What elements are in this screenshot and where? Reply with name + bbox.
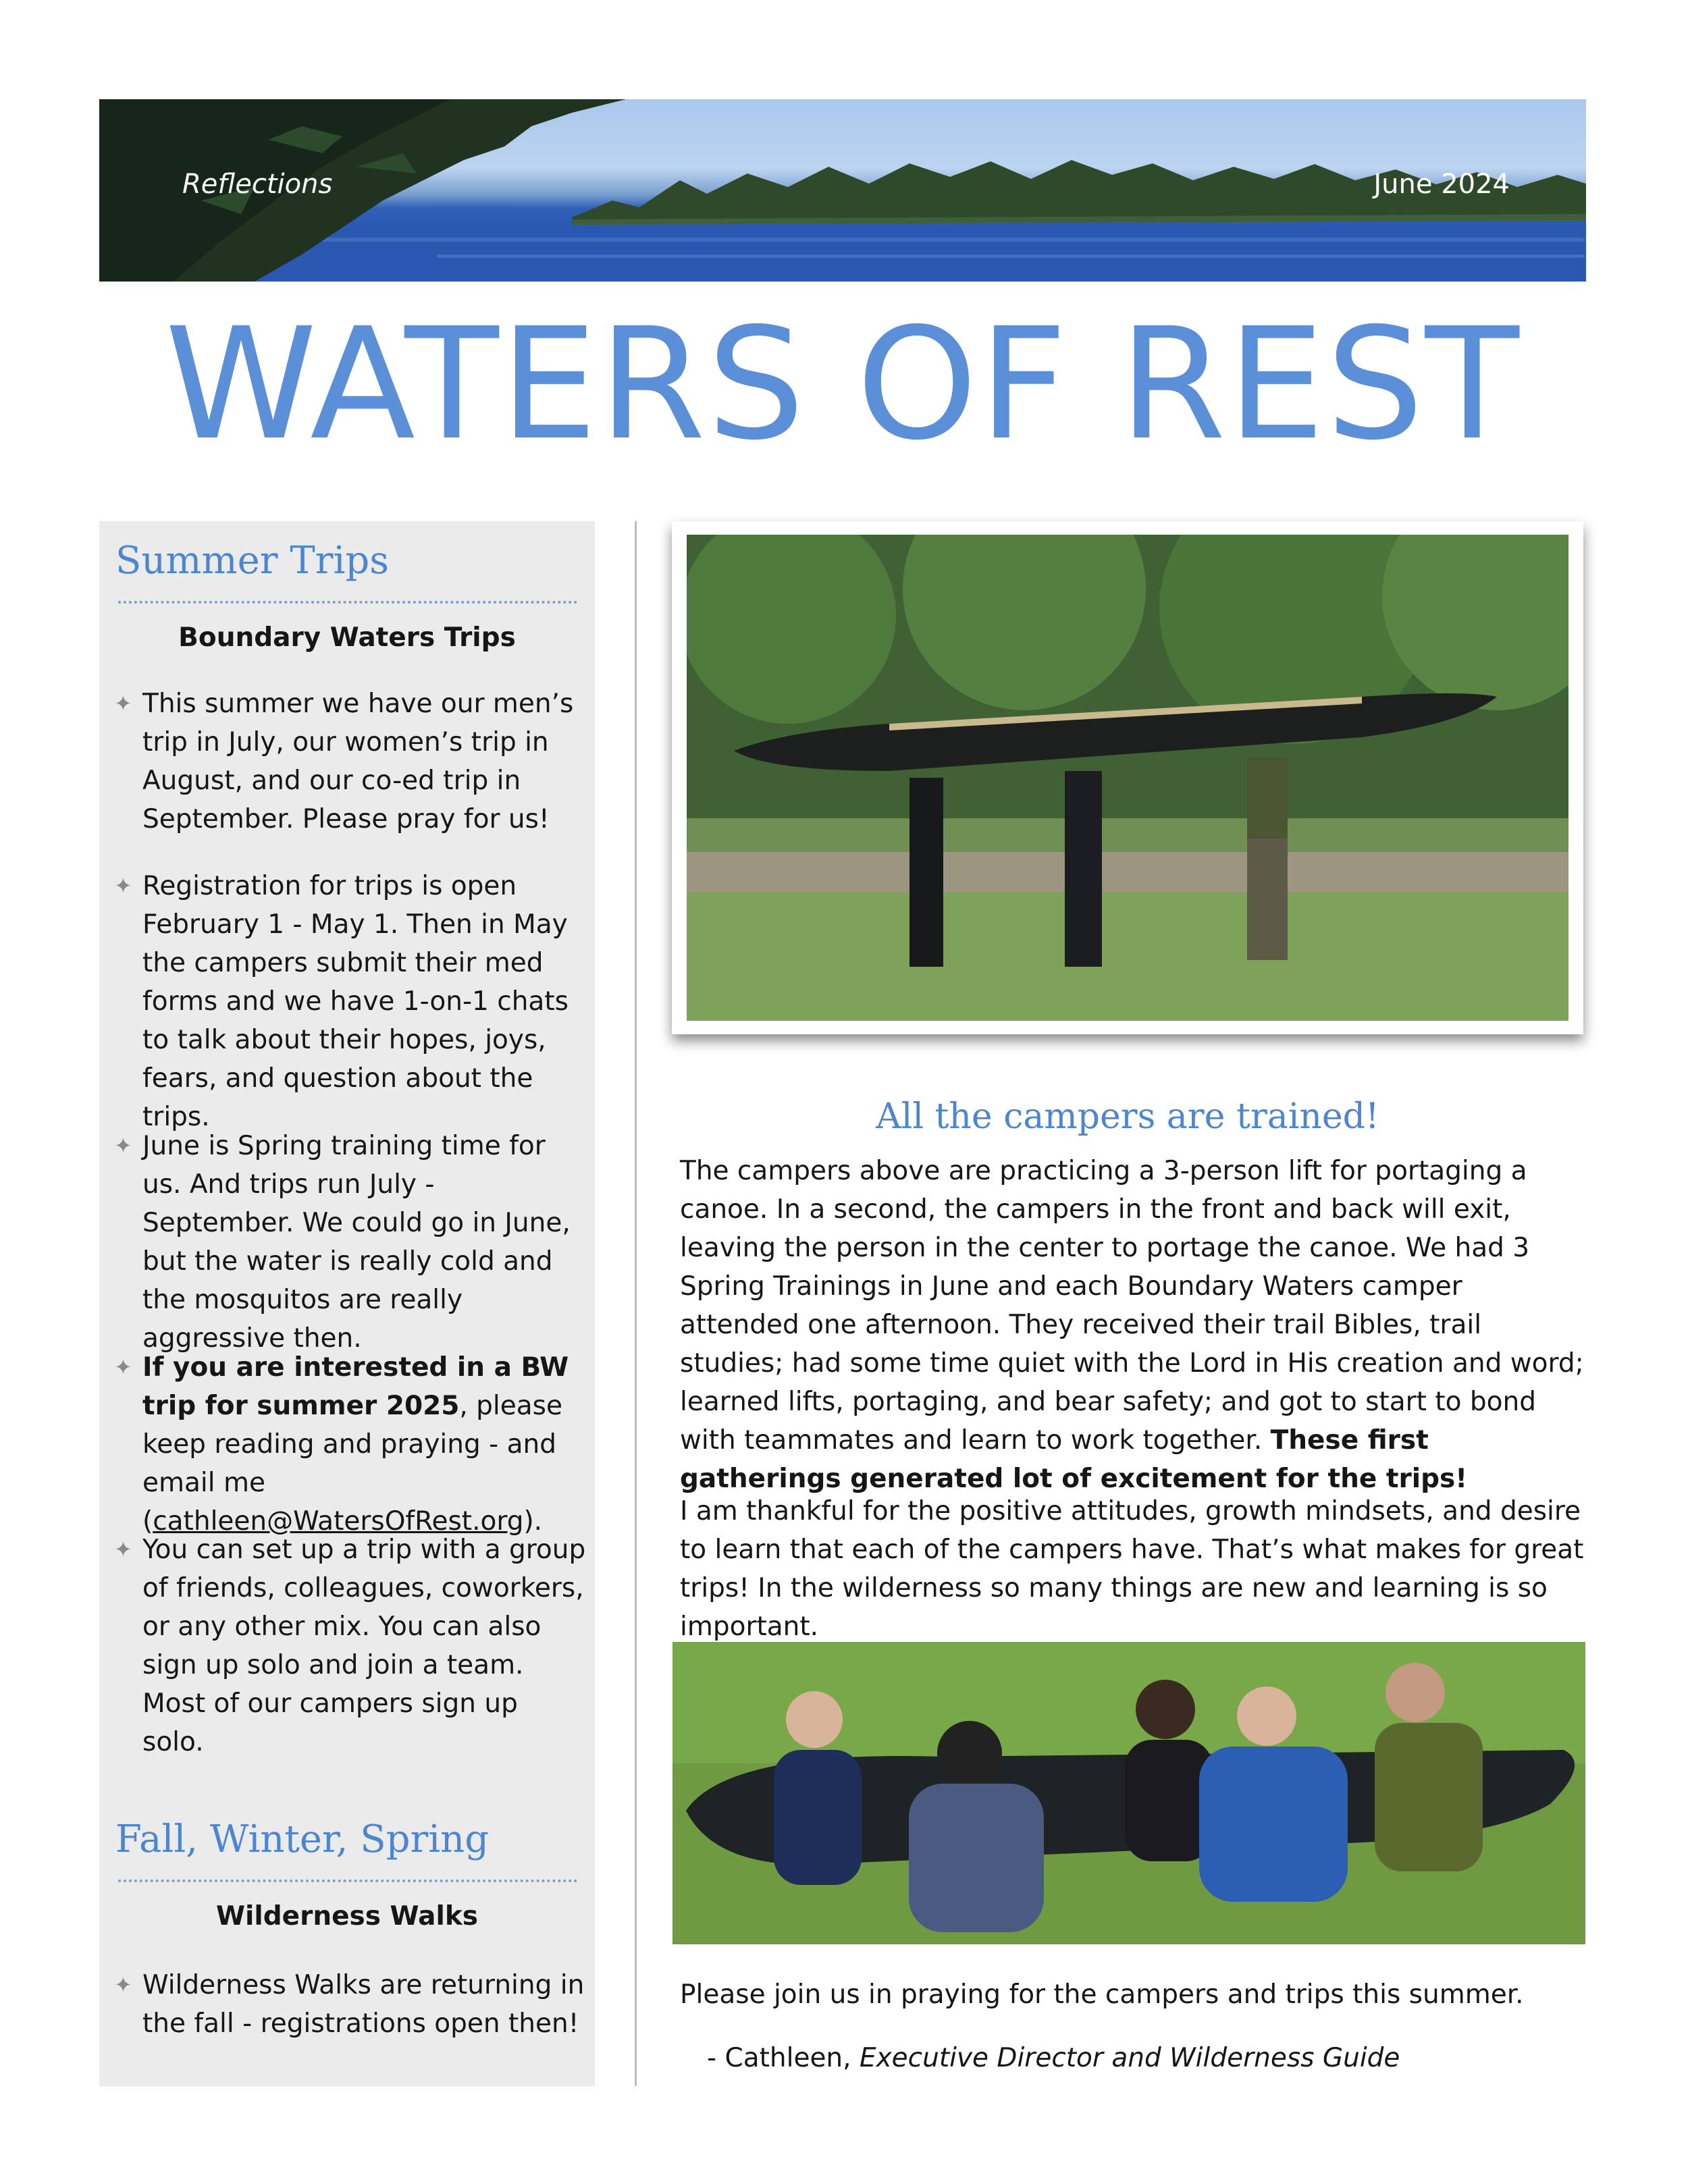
closing-line: Please join us in praying for the campers and trips this summer. — [680, 1979, 1524, 2010]
email-link[interactable]: cathleen@WatersOfRest.org — [153, 1506, 524, 1537]
canoe-lift-photo — [672, 521, 1583, 1034]
bullet-text: You can set up a trip with a group of friends, colleagues, coworkers, or any other mix. You can also sign up solo and join a team. Most of our campers sign up solo. — [142, 1535, 586, 1757]
boundary-waters-subheading: Boundary Waters Trips — [178, 622, 516, 653]
bullet-item — [114, 1348, 587, 1541]
paragraph-text: The campers above are practicing a 3-person lift for portaging a canoe. In a second, the campers in the front and back will exit, leaving the person in the center to portage the canoe. We had 3 Spring Trainings in June and each Boundary Waters camper attended one afternoon. They received their trail Bibles, trail studies; had some time quiet with the Lord in His creation and word; learned lifts, portaging, and bear safety; and got to start to bond with teammates and learn to work together. — [680, 1156, 1584, 1456]
campers-circle-photo — [672, 1642, 1585, 1944]
interest-bullet-text — [142, 1348, 587, 1541]
wilderness-walks-subheading: Wilderness Walks — [215, 1901, 479, 1932]
bullet-item — [114, 1530, 587, 1761]
bullet-text: This summer we have our men’s trip in July, our women’s trip in August, and our co-ed trip in September. Please pray for us! — [142, 689, 574, 834]
star-bullet-icon: ✦ — [114, 1537, 132, 1562]
sidebar — [99, 521, 595, 2086]
signature-name: - Cathleen, — [707, 2043, 860, 2073]
summer-trips-heading: Summer Trips — [115, 539, 389, 583]
star-bullet-icon: ✦ — [114, 1133, 132, 1158]
column-divider — [635, 521, 637, 2086]
bullet-text: Registration for trips is open February 1 - May 1. Then in May the campers submit their med forms and we have 1-on-1 chats to talk about their hopes, joys, fears, and question about the trips. — [142, 871, 569, 1132]
interest-text: , please keep reading and praying - and email me ( — [142, 1391, 562, 1537]
signature — [707, 2043, 1400, 2073]
fall-winter-spring-heading: Fall, Winter, Spring — [115, 1817, 490, 1861]
dotted-divider — [118, 1880, 577, 1882]
header-date: June 2024 — [1373, 169, 1510, 200]
dotted-divider — [118, 601, 577, 604]
signature-title: Executive Director and Wilderness Guide — [859, 2043, 1400, 2073]
star-bullet-icon: ✦ — [114, 873, 132, 899]
article-heading: All the campers are trained! — [876, 1096, 1379, 1137]
bullet-text: Wilderness Walks are returning in the fall - registrations open then! — [142, 1970, 585, 2039]
bullet-item — [114, 685, 587, 838]
header-left-label: Reflections — [182, 169, 333, 200]
article-paragraph — [680, 1152, 1585, 1498]
masthead-text: WATERS OF REST — [165, 294, 1521, 474]
interest-end-text: ). — [523, 1506, 543, 1537]
paragraph-bold-text: These first gatherings generated lot of excitement for the trips! — [680, 1425, 1468, 1494]
bullet-text: June is Spring training time for us. And trips run July - September. We could go in June, but the water is really cold and the mosquitos are really aggressive then. — [142, 1131, 571, 1354]
interest-bold-text: If you are interested in a BW trip for summer 2025 — [142, 1352, 569, 1421]
star-bullet-icon: ✦ — [114, 1972, 132, 1998]
star-bullet-icon: ✦ — [114, 1354, 132, 1380]
article-paragraph: I am thankful for the positive attitudes, growth mindsets, and desire to learn that each of the campers have. That’s what makes for great trips! In the wilderness so many things are new and learning is so important. — [680, 1496, 1584, 1642]
bullet-item — [114, 867, 587, 1136]
bullet-item — [114, 1966, 587, 2043]
star-bullet-icon: ✦ — [114, 691, 132, 716]
bullet-item — [114, 1127, 587, 1358]
canoe-lift-image — [687, 535, 1568, 1021]
masthead-title — [99, 294, 1586, 474]
